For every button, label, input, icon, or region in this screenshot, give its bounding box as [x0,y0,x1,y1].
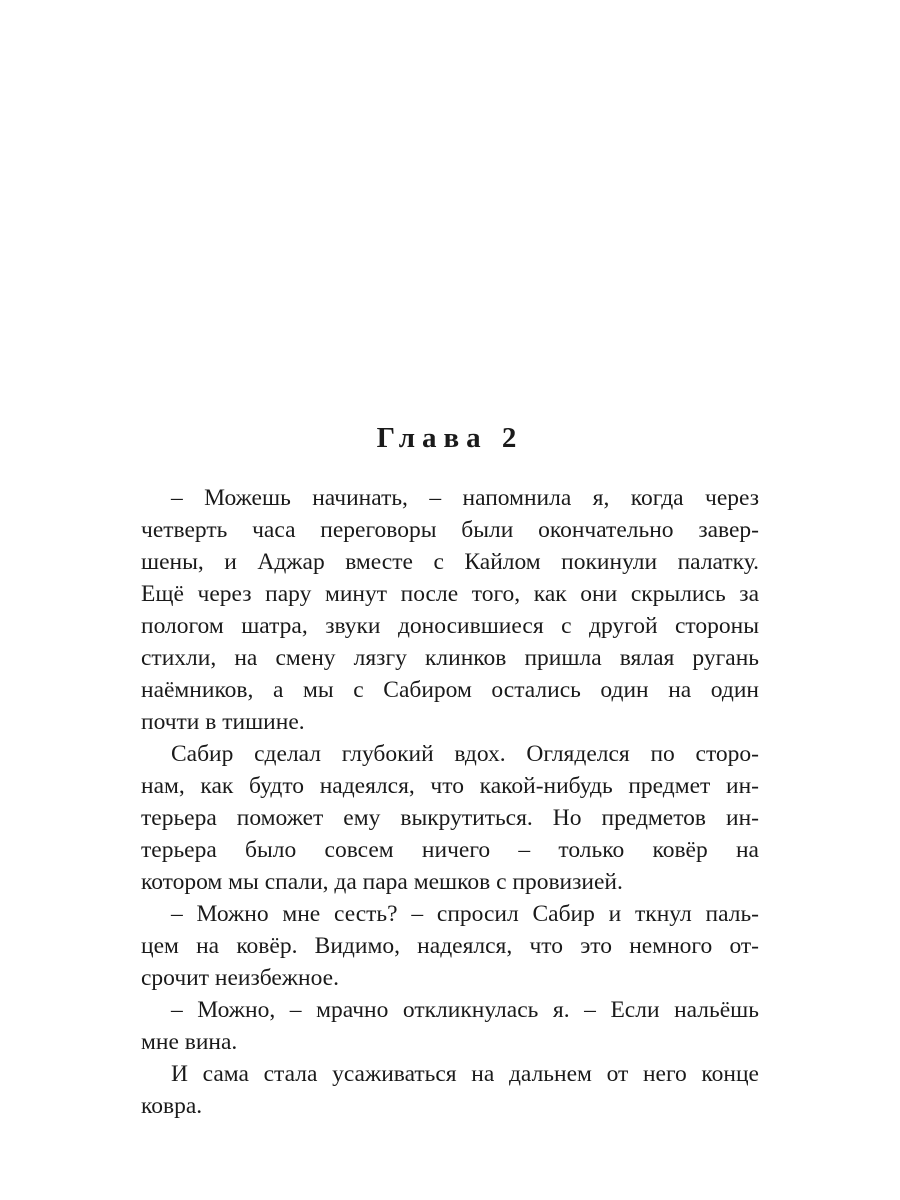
text-line: Ещё через пару минут после того, как они скрылись за [141,581,759,607]
chapter-body-text [141,482,759,1122]
text-line: – Можно, – мрачно откликнулась я. – Если нальёшь [171,997,759,1023]
text-line: Сабир сделал глубокий вдох. Огляделся по сторо- [171,741,759,767]
text-line: четверть часа переговоры были окончательно завер- [141,517,759,543]
text-line: срочит неизбежное. [141,965,339,991]
text-line: И сама стала усаживаться на дальнем от него конце [171,1061,759,1087]
chapter-title-text: Глава 2 [376,422,524,454]
text-line: наёмников, а мы с Сабиром остались один на один [141,677,759,703]
text-line: мне вина. [141,1029,238,1055]
text-line: терьера поможет ему выкрутиться. Но предметов ин- [141,805,759,831]
text-line: почти в тишине. [141,709,305,735]
text-line: стихли, на смену лязгу клинков пришла вялая ругань [141,645,759,671]
text-line: – Можно мне сесть? – спросил Сабир и ткнул паль- [171,901,759,927]
chapter-heading [0,418,900,458]
text-line: ковра. [141,1093,203,1119]
text-line: – Можешь начинать, – напомнила я, когда через [171,485,759,511]
text-line: нам, как будто надеялся, что какой-нибудь предмет ин- [141,773,759,799]
text-line: шены, и Аджар вместе с Кайлом покинули палатку. [141,549,759,575]
text-line: котором мы спали, да пара мешков с провизией. [141,869,623,895]
text-line: терьера было совсем ничего – только ковёр на [141,837,759,863]
text-line: цем на ковёр. Видимо, надеялся, что это немного от- [141,933,759,959]
text-line: пологом шатра, звуки доносившиеся с другой стороны [141,613,759,639]
